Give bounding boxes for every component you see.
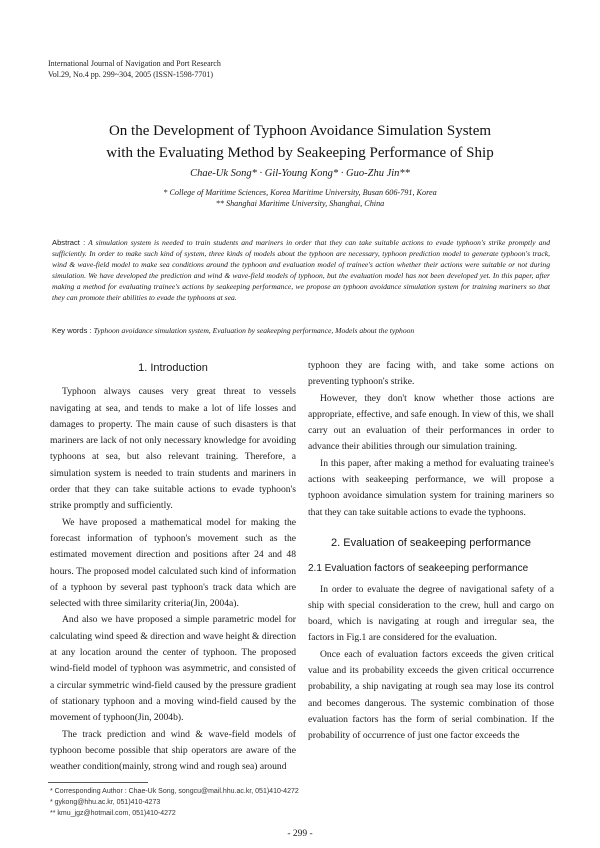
abstract-text: A simulation system is needed to train students and mariners in order that they can take suitable actions to evade typhoon's strike promptly and sufficiently. In order to make such kind of system, three kinds of models about the typhoon are necessary, typhoon prediction model to generate typhoon's track, wind & wave-field model to make sea conditions around the typhoon and evaluation model of trainee's action whether their actions were suitable or not during simulation. We have developed the prediction and wind & wave-field models of typhoon, but the evaluation model has not been developed yet. In this paper, after making a method for evaluating trainee's actions by seakeeping performance, we propose an typhoon avoidance simulation system for training mariners so that they can promote their abilities to evade the typhoons at sea. (52, 238, 550, 302)
footnote-3: ** kmu_jgz@hotmail.com, 051)410-4272 (50, 810, 176, 817)
affiliation-2: ** Shanghai Maritime University, Shanghai, China (215, 199, 385, 208)
keywords (52, 325, 550, 336)
right-paragraph-3: In this paper, after making a method for evaluating trainee's actions with seakeeping performance, we will propose a typhoon avoidance simulation system for training mariners so that they can take suitable actions to evade the typhoons. (308, 457, 554, 518)
left-column (50, 360, 296, 775)
title-line-1: On the Development of Typhoon Avoidance Simulation System (108, 123, 492, 139)
section-heading-introduction: 1. Introduction (138, 362, 208, 374)
title-line-2: with the Evaluating Method by Seakeeping Performance of Ship (106, 145, 494, 161)
right-column (308, 358, 554, 745)
abstract (52, 237, 550, 303)
right-paragraph-2: However, they don't know whether those actions are appropriate, effective, and safe enough. In view of this, we shall carry out an evaluation of their performances in order to advance their abilities through our simulation training. (308, 392, 554, 453)
abstract-label: Abstract : (52, 238, 86, 247)
footnote-2: * gykong@hhu.ac.kr, 051)410-4273 (50, 799, 161, 806)
intro-paragraph-1: Typhoon always causes very great threat to vessels navigating at sea, and tends to make a lot of life losses and damages to property. The main cause of such disasters is that mariners are lack of not only necessary knowledge for avoiding typhoons at sea, but also relevant training. Therefore, a simulation system is needed to train students and mariners in order that they can take suitable actions to evade typhoon's strike promptly and sufficiently. (50, 386, 296, 512)
page-number: - 299 - (287, 829, 313, 839)
authors: Chae-Uk Song* · Gil-Young Kong* · Guo-Zhu Jin** (190, 168, 410, 179)
section-heading-seakeeping: 2. Evaluation of seakeeping performance (331, 536, 531, 549)
affiliations (0, 187, 600, 209)
footnotes (50, 786, 299, 819)
footnote-rule (48, 782, 148, 783)
keywords-text: Typhoon avoidance simulation system, Evaluation by seakeeping performance, Models about the typhoon (93, 326, 415, 335)
footnote-1: * Corresponding Author : Chae-Uk Song, songcu@mail.hhu.ac.kr, 051)410-4272 (50, 788, 299, 795)
right-paragraph-5: Once each of evaluation factors exceeds the given critical value and its probability exceeds the given critical occurrence probability, a ship navigating at rough sea may lose its control and becomes dangerous. The systemic combination of those evaluation factors has the form of serial combination. If the probability of occurrence of just one factor exceeds the (308, 648, 554, 742)
right-paragraph-1: typhoon they are facing with, and take some actions on preventing typhoon's strike. (308, 360, 554, 388)
right-paragraph-4: In order to evaluate the degree of navigational safety of a ship with special consideration to the crew, hull and cargo on board, which is navigating at rough and irregular sea, the factors in Fig.1 are considered for the evaluation. (308, 583, 554, 644)
journal-header (48, 58, 221, 80)
keywords-label: Key words : (52, 326, 92, 335)
subsection-heading: 2.1 Evaluation factors of seakeeping performance (308, 563, 529, 575)
affiliation-1: * College of Maritime Sciences, Korea Maritime University, Busan 606-791, Korea (163, 188, 437, 197)
journal-issue: Vol.29, No.4 pp. 299~304, 2005 (ISSN-1598-7701) (48, 70, 214, 79)
intro-paragraph-2: We have proposed a mathematical model for making the forecast information of typhoon's movement such as the estimated movement direction and positions after 24 and 48 hours. The proposed model calculated such kind of information of a typhoon by several past typhoon's track data which are selected with three similarity criteria(Jin, 2004a). (50, 516, 296, 610)
paper-title (0, 120, 600, 164)
intro-paragraph-3: And also we have proposed a simple parametric model for calculating wind speed & direction and wave height & direction at any location around the center of typhoon. The proposed wind-field model of typhoon was asymmetric, and consisted of a circular symmetric wind-field caused by the pressure gradient of stationary typhoon and a moving wind-field caused by the movement of typhoon(Jin, 2004b). (50, 614, 296, 724)
intro-paragraph-4: The track prediction and wind & wave-field models of typhoon become possible that ship operators are aware of the weather condition(mainly, strong wind and rough sea) around (50, 728, 296, 773)
journal-name: International Journal of Navigation and Port Research (48, 59, 221, 68)
